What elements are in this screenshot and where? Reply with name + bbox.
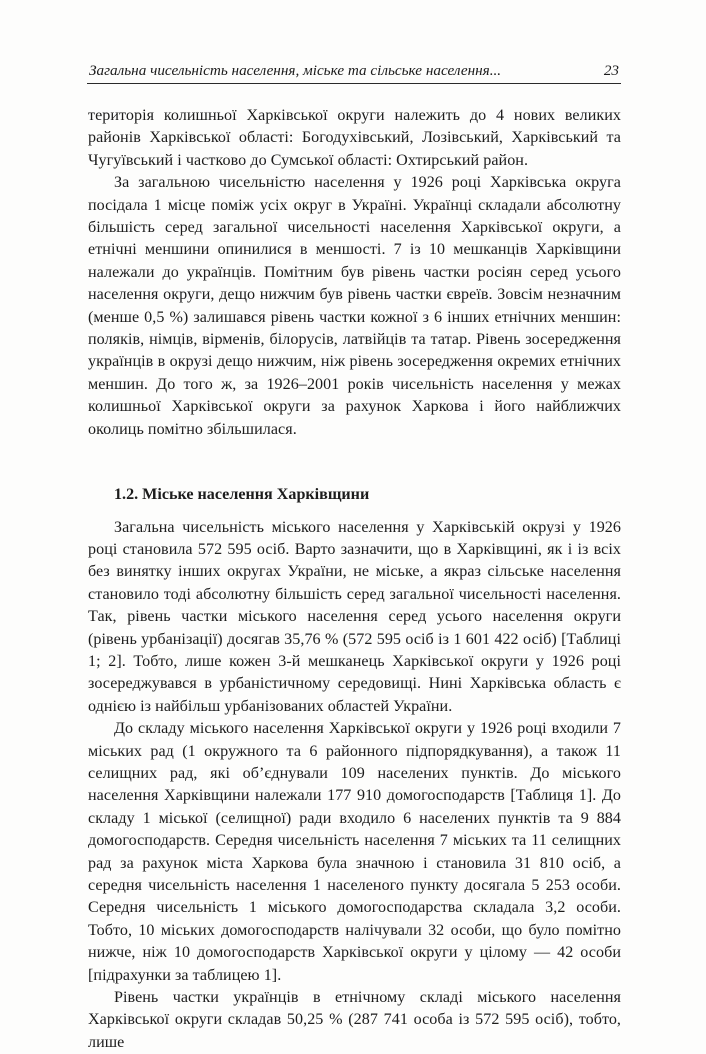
running-title: Загальна чисельність населення, міське та сільське населення... <box>89 62 502 79</box>
section-heading: 1.2. Міське населення Харківщини <box>114 486 370 504</box>
page-body <box>88 105 621 1054</box>
paragraph-ukrainian-share: Рівень частки українців в етнічному складі міського населення Харківської округи складав 50,25 % (287 741 особа із 572 595 осіб), тобто, лише <box>88 989 621 1051</box>
running-header <box>87 62 621 84</box>
paragraph-urban-structure: До складу міського населення Харківської округи у 1926 році входили 7 міських рад (1 окружного та 6 районного підпорядкування), а також 11 селищних рад, які об’єднували 109 населених пунктів. До міського населення Харківщини належали 177 910 домогосподарств [Таблиця 1]. До складу 1 міської (селищної) ради входило 6 населених пунктів та 9 884 домогосподарств. Середня чисельність населення 7 міських та 11 селищних рад за рахунок міста Харкова була значною і становила 31 810 осіб, а середня чисельність населення 1 населеного пункту досягала 5 253 особи. Середня чисельність 1 міського домогосподарства складала 3,2 особи. Тобто, 10 міських домогосподарств налічували 32 особи, що було помітно нижче, ніж 10 домогосподарств Харківської округи у цілому — 42 особи [підрахунки за таблицею 1]. <box>88 720 621 984</box>
section-spacer <box>88 441 621 484</box>
paragraph-ethnic-composition: За загальною чисельністю населення у 1926 році Харківська округа посідала 1 місце поміж усіх округ в Україні. Українці складали абсолютну більшість серед загальної чисельності населення Харківської округи, а етнічні меншини опинилися в меншості. 7 із 10 мешканців Харківщини належали до українців. Помітним був рівень частки росіян серед усього населення округи, дещо нижчим був рівень частки євреїв. Зовсім незначним (менше 0,5 %) залишався рівень частки кожної з 6 інших етнічних меншин: поляків, німців, вірменів, білорусів, латвійців та татар. Рівень зосередження українців в окрузі дещо нижчим, ніж рівень зосередження окремих етнічних меншин. До того ж, за 1926–2001 років чисельність населення у межах колишньої Харківської округи за рахунок Харкова і його найближчих околиць помітно збільшилася. <box>88 174 621 438</box>
page-number: 23 <box>603 62 619 79</box>
paragraph-continuation: територія колишньої Харківської округи належить до 4 нових великих районів Харківської області: Богодухівський, Лозівський, Харківський та Чугуївський і частково до Сумської області: Охтирський район. <box>88 107 621 169</box>
paragraph-urban-total: Загальна чисельність міського населення у Харківській окрузі у 1926 році становила 572 595 осіб. Варто зазначити, що в Харківщині, як і із всіх без винятку інших округах України, не міське, а якраз сільське населення становило тоді абсолютну більшість серед загальної чисельності населення. Так, рівень частки міського населення серед усього населення округи (рівень урбанізації) досягав 35,76 % (572 595 осіб із 1 601 422 осіб) [Таблиці 1; 2]. Тобто, лише кожен 3-й мешканець Харківської округи у 1926 році зосереджувався в урбаністичному середовищі. Нині Харківська область є однією із найбільш урбанізованих областей України. <box>88 518 621 715</box>
